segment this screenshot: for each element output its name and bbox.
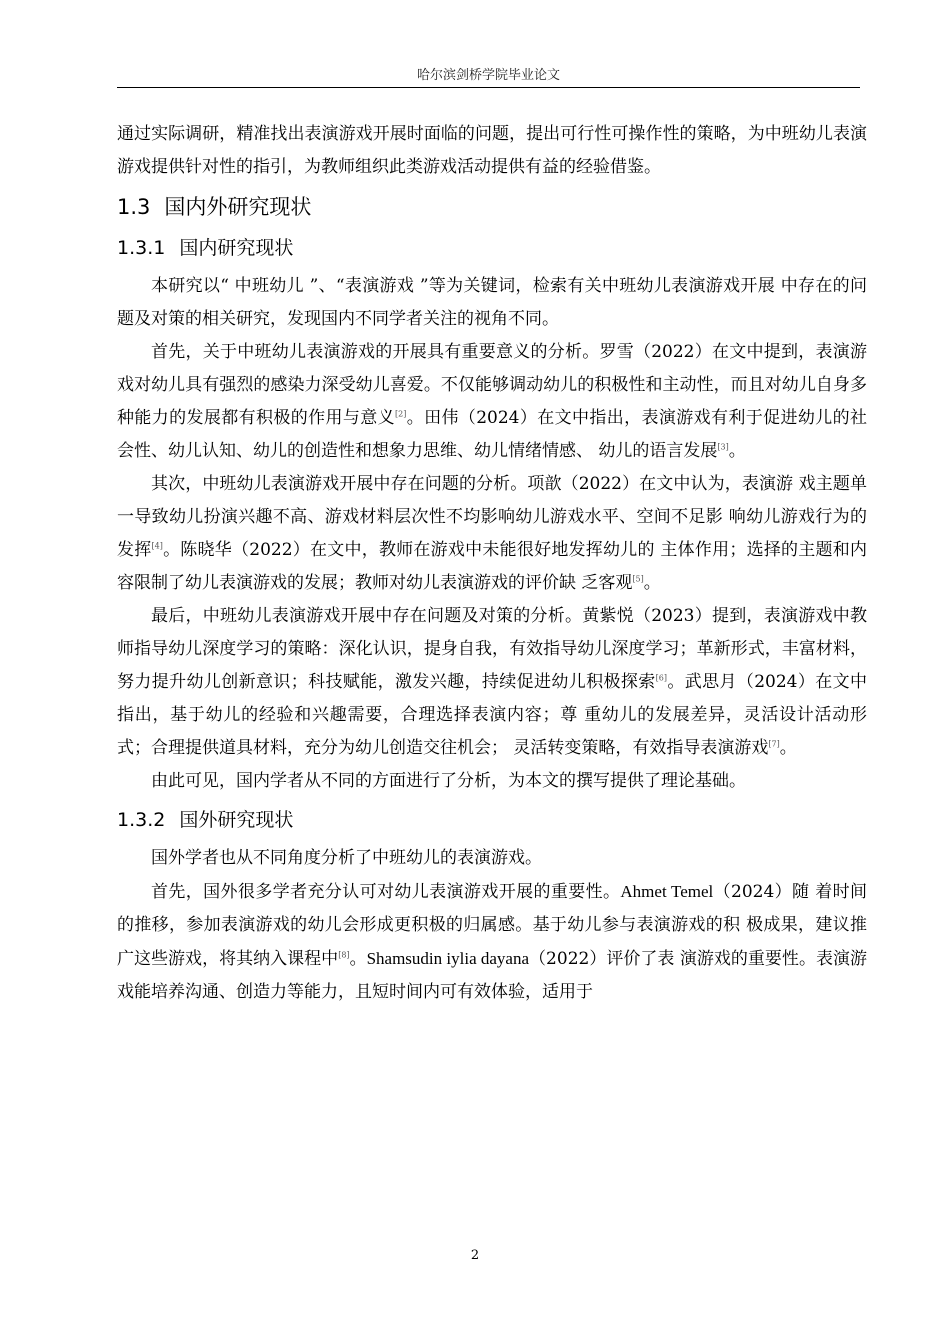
paragraph-text: 。陈晓华（2022）在文中，教师在游戏中未能很好地发挥幼儿的 主体作用；选择的主题和内容限制了幼儿表演游戏的发展；教师对幼儿表演游戏的评价缺 乏客观 xyxy=(117,540,868,593)
citation-ref[interactable]: [6] xyxy=(655,673,667,683)
section-number: 1.3.1 xyxy=(117,237,166,259)
paragraph-text: 其次，中班幼儿表演游戏开展中存在问题的分析。项歆（2022）在文中认为，表演游 戏主题单一导致幼儿扮演兴趣不高、游戏材料层次性不均影响幼儿游戏水平、空间不足影 响幼儿游戏行为的发挥 xyxy=(117,474,867,560)
paragraph xyxy=(117,600,867,765)
section-heading-1-3-2 xyxy=(117,804,867,836)
paragraph-text: 。武思月（2024）在文中指出，基于幼儿的经验和兴趣需要，合理选择表演内容；尊 重幼儿的发展差异，灵活设计活动形式；合理提供道具材料，充分为幼儿创造交往机会； 灵活转变策略，有效指导表演游戏 xyxy=(117,672,868,758)
section-title: 国外研究现状 xyxy=(179,809,294,831)
paragraph xyxy=(117,468,867,600)
paragraph-text: （2022）评价了表 演游戏的重要性。表演游戏能培养沟通、创造力等能力，且短时间内可有效体验，适用于 xyxy=(117,949,867,1002)
section-heading-1-3 xyxy=(117,190,867,224)
section-heading-1-3-1 xyxy=(117,232,867,264)
citation-ref[interactable]: [8] xyxy=(338,950,350,960)
citation-ref[interactable]: [2] xyxy=(395,409,407,419)
paragraph-text: 。 xyxy=(728,441,746,461)
paragraph-text: 最后，中班幼儿表演游戏开展中存在问题及对策的分析。黄紫悦（2023）提到，表演游戏中教师指导幼儿深度学习的策略：深化认识，提身自我，有效指导幼儿深度学习；革新形式，丰富材料，努力提升幼儿创新意识；科技赋能，激发兴趣，持续促进幼儿积极探索 xyxy=(117,606,867,692)
citation-ref[interactable]: [7] xyxy=(768,739,780,749)
paragraph-text: （2024）随 着时间的推移，参加表演游戏的幼儿会形成更积极的归属感。基于幼儿参与表演游戏的积 极成果，建议推广这些游戏，将其纳入课程中 xyxy=(117,882,868,969)
paragraph-text: 首先，关于中班幼儿表演游戏的开展具有重要意义的分析。罗雪（2022）在文中提到，表演游戏对幼儿具有强烈的感染力深受幼儿喜爱。不仅能够调动幼儿的积极性和主动性，而且对幼儿自身多种能力的发展都有积极的作用与意义 xyxy=(117,342,867,428)
paragraph-text: 。田伟（2024）在文中指出，表演游戏有利于促进幼儿的社会性、幼儿认知、幼儿的创造性和想象力思维、幼儿情绪情感、 幼儿的语言发展 xyxy=(117,408,868,461)
paragraph-text: 。 xyxy=(779,738,797,758)
page-number: 2 xyxy=(470,1248,480,1263)
paragraph xyxy=(117,875,867,1009)
section-number: 1.3.2 xyxy=(117,809,166,831)
paragraph: 由此可见，国内学者从不同的方面进行了分析，为本文的撰写提供了理论基础。 xyxy=(151,771,746,791)
paragraph: 本研究以“ 中班幼儿 ”、“表演游戏 ”等为关键词，检索有关中班幼儿表演游戏开展 中存在的问题及对策的相关研究，发现国内不同学者关注的视角不同。 xyxy=(117,276,867,329)
author-name: Shamsudin iylia dayana xyxy=(366,949,530,968)
citation-ref[interactable]: [4] xyxy=(151,541,163,551)
section-title: 国内研究现状 xyxy=(179,237,294,259)
section-number: 1.3 xyxy=(117,195,151,219)
paragraph xyxy=(117,336,867,468)
section-title: 国内外研究现状 xyxy=(164,195,312,219)
paragraph-text: 。 xyxy=(643,573,661,593)
paragraph: 国外学者也从不同角度分析了中班幼儿的表演游戏。 xyxy=(151,848,542,868)
paragraph-text: 首先，国外很多学者充分认可对幼儿表演游戏开展的重要性。 xyxy=(151,882,621,902)
author-name: Ahmet Temel xyxy=(620,882,714,901)
citation-ref[interactable]: [3] xyxy=(717,442,729,452)
citation-ref[interactable]: [5] xyxy=(632,574,644,584)
page-body xyxy=(117,118,867,1009)
header-rule xyxy=(117,87,860,88)
paragraph-text: 。 xyxy=(349,949,367,969)
page-header: 哈尔滨剑桥学院毕业论文 xyxy=(416,68,560,83)
intro-paragraph: 通过实际调研，精准找出表演游戏开展时面临的问题，提出可行性可操作性的策略，为中班幼儿表演游戏提供针对性的指引，为教师组织此类游戏活动提供有益的经验借鉴。 xyxy=(117,124,867,177)
